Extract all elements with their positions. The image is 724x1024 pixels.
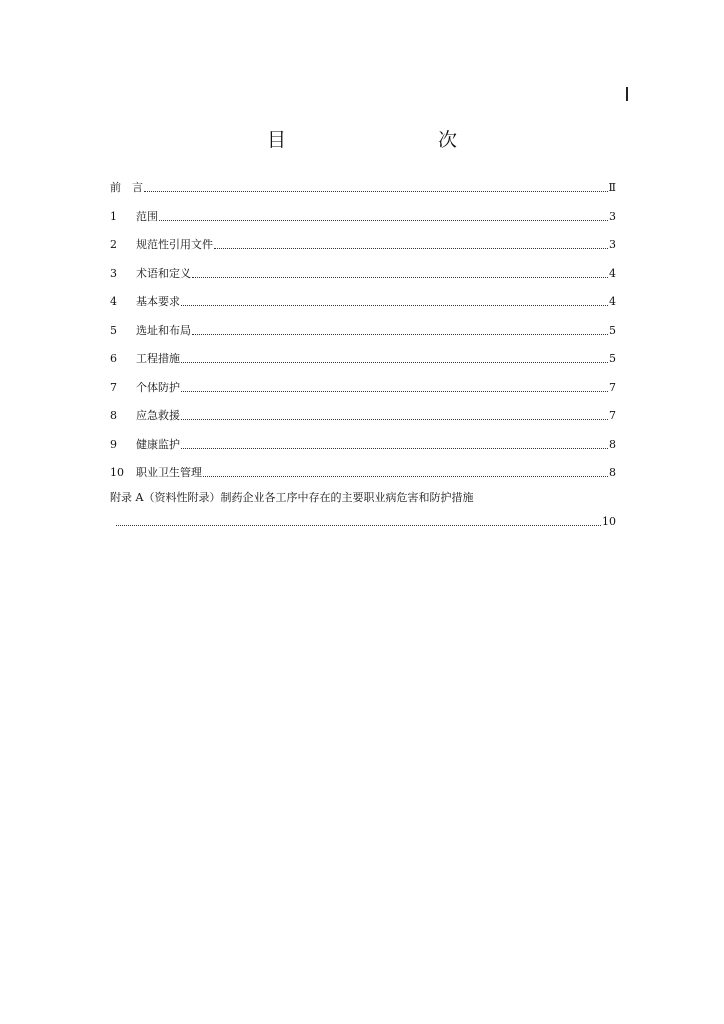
toc-entry-page: 3	[609, 210, 616, 223]
toc-entry-health-surveillance[interactable]	[110, 437, 616, 453]
toc-entry-page: 5	[609, 352, 616, 365]
toc-leader-dots	[192, 266, 608, 282]
toc-leader-dots	[203, 465, 608, 481]
toc-entry-label: 范围	[136, 210, 158, 223]
toc-entry-number: 1	[110, 210, 117, 223]
toc-entry-page: Ⅱ	[608, 181, 616, 194]
toc-entry-annex-a-title[interactable]: 附录 A（资料性附录）制药企业各工序中存在的主要职业病危害和防护措施	[110, 491, 474, 504]
toc-entry-annex-a-page-line[interactable]	[116, 514, 616, 530]
toc-entry-number: 7	[110, 381, 117, 394]
toc-entry-occupational-health-management[interactable]	[110, 465, 616, 481]
toc-leader-dots	[116, 514, 601, 530]
toc-entry-page: 7	[609, 409, 616, 422]
toc-entry-page: 7	[609, 381, 616, 394]
toc-entry-label: 工程措施	[136, 352, 180, 365]
toc-entry-label: 前 言	[110, 181, 143, 194]
toc-entry-personal-protection[interactable]	[110, 380, 616, 396]
toc-entry-number: 8	[110, 409, 117, 422]
toc-entry-label: 个体防护	[136, 381, 180, 394]
toc-entry-label: 应急救援	[136, 409, 180, 422]
toc-entry-page: 4	[609, 267, 616, 280]
toc-leader-dots	[181, 437, 608, 453]
toc-entry-page: 3	[609, 238, 616, 251]
toc-entry-emergency-rescue[interactable]	[110, 408, 616, 424]
toc-entry-number: 10	[110, 466, 124, 479]
toc-leader-dots	[144, 180, 608, 196]
page-edge-mark	[626, 87, 628, 101]
toc-entry-label: 选址和布局	[136, 324, 191, 337]
toc-entry-label: 术语和定义	[136, 267, 191, 280]
toc-leader-dots	[214, 237, 608, 253]
toc-entry-number: 3	[110, 267, 117, 280]
toc-entry-basic-requirements[interactable]	[110, 294, 616, 310]
toc-entry-number: 6	[110, 352, 117, 365]
toc-entry-label: 健康监护	[136, 438, 180, 451]
toc-entry-label: 基本要求	[136, 295, 180, 308]
toc-entry-number: 5	[110, 324, 117, 337]
toc-leader-dots	[192, 323, 608, 339]
toc-entry-scope[interactable]	[110, 209, 616, 225]
toc-entry-engineering-measures[interactable]	[110, 351, 616, 367]
toc-entry-label: 规范性引用文件	[136, 238, 213, 251]
toc-leader-dots	[181, 408, 608, 424]
toc-leader-dots	[181, 380, 608, 396]
toc-entry-foreword[interactable]	[110, 180, 616, 196]
toc-entry-normative-references[interactable]	[110, 237, 616, 253]
toc-entry-label: 职业卫生管理	[136, 466, 202, 479]
toc-entry-terms-definitions[interactable]	[110, 266, 616, 282]
toc-title: 目 次	[266, 129, 495, 151]
toc-entry-page: 4	[609, 295, 616, 308]
toc-entry-page: 8	[609, 466, 616, 479]
toc-leader-dots	[181, 294, 608, 310]
toc-entry-number: 9	[110, 438, 117, 451]
toc-entry-page: 5	[609, 324, 616, 337]
toc-entry-page: 10	[602, 515, 616, 528]
toc-leader-dots	[159, 209, 608, 225]
toc-entry-number: 2	[110, 238, 117, 251]
toc-entry-site-layout[interactable]	[110, 323, 616, 339]
toc-entry-number: 4	[110, 295, 117, 308]
toc-leader-dots	[181, 351, 608, 367]
toc-entry-page: 8	[609, 438, 616, 451]
